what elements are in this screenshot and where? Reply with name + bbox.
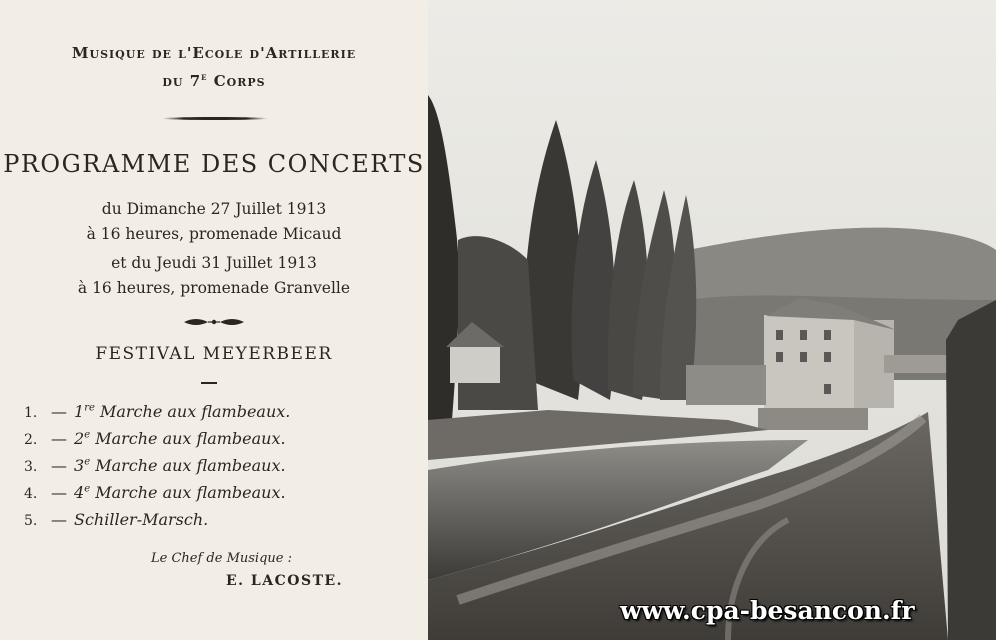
- item-number: 5.: [24, 513, 38, 529]
- date-line-4: à 16 heures, promenade Granvelle: [77, 279, 351, 297]
- item-number: 4.: [24, 486, 38, 502]
- festival-title: FESTIVAL MEYERBEER: [95, 344, 333, 364]
- ornament-icon: [182, 317, 246, 327]
- chef-name: E. LACOSTE.: [226, 573, 344, 589]
- item-dash: —: [51, 402, 67, 421]
- item-ordinal-sup: e: [84, 429, 91, 441]
- item-ordinal: 2: [74, 429, 85, 448]
- program-list: [24, 402, 424, 537]
- item-ordinal-sup: e: [84, 456, 91, 468]
- header-line-2-pre: du 7: [162, 72, 202, 90]
- item-number: 3.: [24, 459, 38, 475]
- header-line-2-post: Corps: [207, 72, 266, 90]
- chef-label: Le Chef de Musique :: [151, 551, 292, 566]
- item-dash: —: [51, 483, 67, 502]
- scroll-ornament: [0, 312, 428, 331]
- item-ordinal: 4: [74, 483, 85, 502]
- date-line-2: à 16 heures, promenade Micaud: [86, 225, 342, 243]
- item-text: Marche aux flambeaux.: [90, 429, 286, 448]
- item-ordinal: 1: [74, 402, 85, 421]
- site-watermark: www.cpa-besancon.fr: [620, 596, 915, 625]
- item-ordinal-sup: re: [84, 402, 95, 414]
- item-number: 2.: [24, 432, 38, 448]
- item-number: 1.: [24, 405, 38, 421]
- date-line-3: et du Jeudi 31 Juillet 1913: [111, 254, 317, 272]
- list-item: [24, 510, 424, 537]
- item-dash: —: [51, 510, 67, 529]
- item-ordinal-sup: e: [84, 483, 91, 495]
- list-item: [24, 402, 424, 429]
- item-text: Marche aux flambeaux.: [90, 456, 286, 475]
- list-item: [24, 456, 424, 483]
- header-line-2: [0, 72, 428, 90]
- header-rule-ornament: [162, 117, 268, 120]
- concert-program-panel: [0, 0, 428, 640]
- item-ordinal: 3: [74, 456, 85, 475]
- festival-dash: [201, 382, 217, 384]
- item-text: Marche aux flambeaux.: [94, 402, 291, 421]
- date-line-1: du Dimanche 27 Juillet 1913: [101, 200, 327, 218]
- river-photograph: [428, 0, 996, 640]
- photo-illustration: [428, 0, 996, 640]
- header-line-2-sup: e: [201, 72, 208, 83]
- header-line-1: Musique de l'Ecole d'Artillerie: [71, 44, 357, 62]
- list-item: [24, 429, 424, 456]
- item-text: Marche aux flambeaux.: [90, 483, 286, 502]
- item-dash: —: [51, 456, 67, 475]
- item-text: Schiller-Marsch.: [74, 510, 209, 529]
- item-dash: —: [51, 429, 67, 448]
- list-item: [24, 483, 424, 510]
- program-title: PROGRAMME DES CONCERTS: [3, 150, 425, 178]
